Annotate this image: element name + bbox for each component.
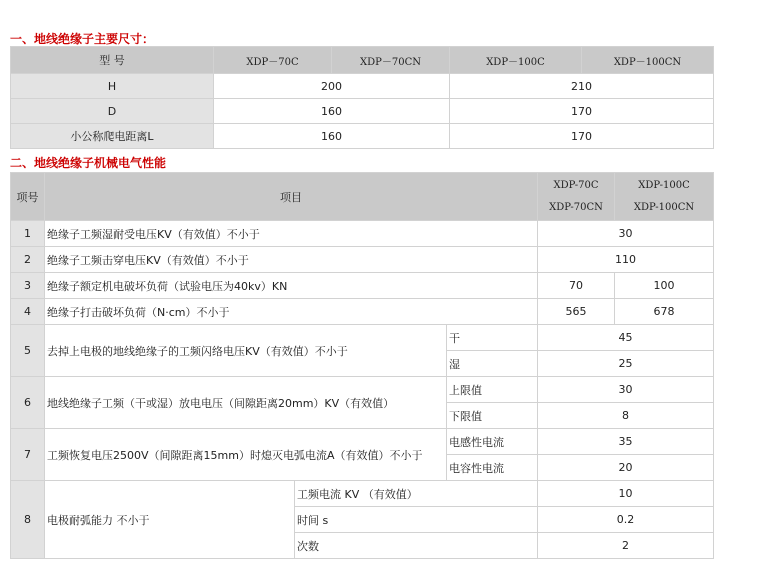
item-value-100: 100 xyxy=(615,273,714,299)
header-xdp-70cn: XDP－70CN xyxy=(332,47,450,74)
sub-label: 次数 xyxy=(295,533,538,559)
header-xdp-100cn: XDP－100CN xyxy=(582,47,714,74)
item-no: 1 xyxy=(11,221,45,247)
item-value-100: 678 xyxy=(615,299,714,325)
sub-value: 10 xyxy=(538,481,714,507)
table-row xyxy=(11,325,714,351)
row-label: H xyxy=(11,74,214,99)
value-70: 160 xyxy=(214,124,450,149)
item-desc: 去掉上电极的地线绝缘子的工频闪络电压KV（有效值）不小于 xyxy=(45,325,447,377)
value-100: 210 xyxy=(450,74,714,99)
row-label: 小公称爬电距离L xyxy=(11,124,214,149)
item-desc: 绝缘子额定机电破坏负荷（试验电压为40kv）KN xyxy=(45,273,538,299)
sub-label: 干 xyxy=(447,325,538,351)
sub-value: 8 xyxy=(538,403,714,429)
header-xdp-70cn: XDP-70CN xyxy=(549,201,603,213)
header-item: 项目 xyxy=(45,173,538,221)
item-desc: 绝缘子打击破坏负荷（N·cm）不小于 xyxy=(45,299,538,325)
table-row xyxy=(11,74,714,99)
value-100: 170 xyxy=(450,124,714,149)
sub-value: 25 xyxy=(538,351,714,377)
item-no: 8 xyxy=(11,481,45,559)
sub-label: 工频电流 KV （有效值） xyxy=(295,481,538,507)
sub-value: 45 xyxy=(538,325,714,351)
table-header-row xyxy=(11,47,714,74)
header-xdp-100cn: XDP-100CN xyxy=(633,201,695,213)
value-70: 200 xyxy=(214,74,450,99)
sub-value: 0.2 xyxy=(538,507,714,533)
header-xdp-70c: XDP－70C xyxy=(214,47,332,74)
sub-value: 20 xyxy=(538,455,714,481)
sub-label: 湿 xyxy=(447,351,538,377)
item-desc: 地线绝缘子工频（干或湿）放电电压（间隙距离20mm）KV（有效值） xyxy=(45,377,447,429)
item-no: 5 xyxy=(11,325,45,377)
sub-label: 时间 s xyxy=(295,507,538,533)
header-group-100 xyxy=(615,173,714,221)
item-desc: 绝缘子工频击穿电压KV（有效值）不小于 xyxy=(45,247,538,273)
header-xdp-70c: XDP-70C xyxy=(553,179,599,191)
table-row xyxy=(11,481,714,507)
header-item-no: 项号 xyxy=(11,173,45,221)
table-row xyxy=(11,247,714,273)
item-desc: 绝缘子工频湿耐受电压KV（有效值）不小于 xyxy=(45,221,538,247)
table-row xyxy=(11,273,714,299)
item-desc: 工频恢复电压2500V（间隙距离15mm）时熄灭电弧电流A（有效值）不小于 xyxy=(45,429,447,481)
item-value-70: 70 xyxy=(538,273,615,299)
item-value-70: 565 xyxy=(538,299,615,325)
item-no: 7 xyxy=(11,429,45,481)
table-header-row xyxy=(11,173,714,221)
sub-value: 2 xyxy=(538,533,714,559)
row-label: D xyxy=(11,99,214,124)
item-value: 30 xyxy=(538,221,714,247)
header-xdp-100c: XDP－100C xyxy=(450,47,582,74)
item-no: 2 xyxy=(11,247,45,273)
header-model: 型 号 xyxy=(11,47,214,74)
performance-table xyxy=(10,172,714,559)
table-row xyxy=(11,99,714,124)
table-row xyxy=(11,124,714,149)
dimensions-table xyxy=(10,46,714,149)
sub-label: 下限值 xyxy=(447,403,538,429)
table-row xyxy=(11,221,714,247)
table-row xyxy=(11,299,714,325)
value-100: 170 xyxy=(450,99,714,124)
sub-value: 30 xyxy=(538,377,714,403)
item-value: 110 xyxy=(538,247,714,273)
item-no: 6 xyxy=(11,377,45,429)
table-row xyxy=(11,377,714,403)
sub-label: 电容性电流 xyxy=(447,455,538,481)
section1-title: 一、地线绝缘子主要尺寸： xyxy=(10,32,155,46)
item-no: 4 xyxy=(11,299,45,325)
sub-label: 上限值 xyxy=(447,377,538,403)
sub-value: 35 xyxy=(538,429,714,455)
value-70: 160 xyxy=(214,99,450,124)
item-no: 3 xyxy=(11,273,45,299)
section2-title: 二、地线绝缘子机械电气性能 xyxy=(10,156,167,170)
item-desc: 电极耐弧能力 不小于 xyxy=(45,481,295,559)
header-group-70 xyxy=(538,173,615,221)
table-row xyxy=(11,429,714,455)
header-xdp-100c: XDP-100C xyxy=(638,179,690,191)
sub-label: 电感性电流 xyxy=(447,429,538,455)
